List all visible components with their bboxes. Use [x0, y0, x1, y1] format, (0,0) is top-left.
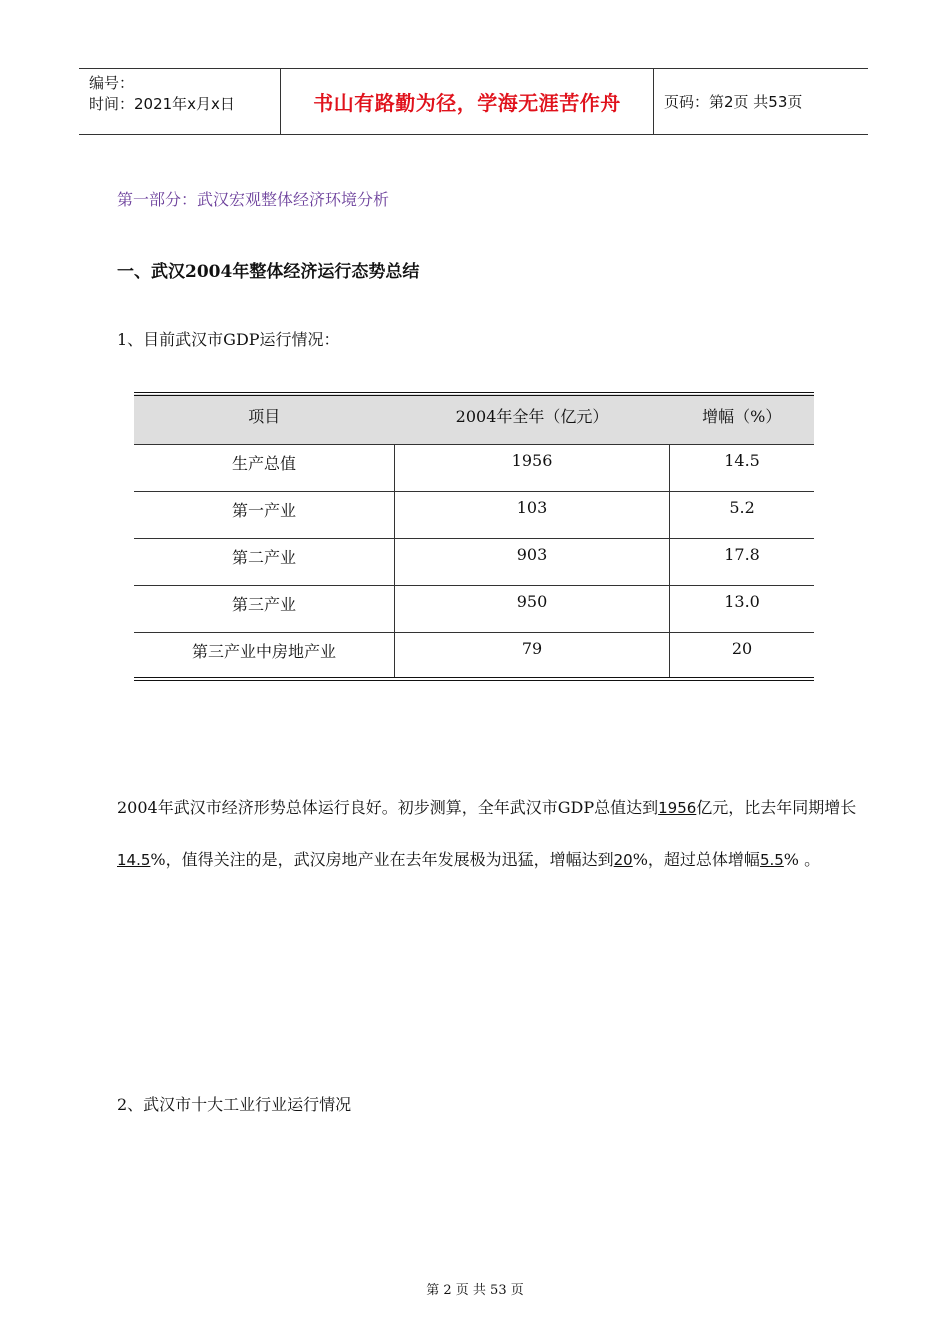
economy-paragraph	[117, 782, 862, 886]
table-row	[134, 491, 814, 538]
growth-excess-value: 5.5	[759, 851, 784, 869]
table-cell: 第三产业中房地产业	[191, 641, 336, 661]
page-header	[79, 68, 868, 135]
table-cell: 950	[394, 585, 669, 632]
section-title: 第一部分：武汉宏观整体经济环境分析	[117, 190, 390, 209]
table-row	[134, 585, 814, 632]
table-cell: 17.8	[670, 538, 814, 585]
header-motto: 书山有路勤为径，学海无涯苦作舟	[281, 69, 654, 134]
table-cell: 第二产业	[134, 538, 394, 585]
heading-industry-status: 2、武汉市十大工业行业运行情况	[117, 1095, 352, 1114]
paragraph-text: % 。	[783, 850, 821, 869]
table-cell: 第三产业	[134, 585, 394, 632]
gdp-growth-value: 14.5	[117, 851, 151, 869]
table-cell: 1956	[394, 444, 669, 491]
paragraph-text: %，超过总体增幅	[632, 850, 760, 869]
table-row	[134, 444, 814, 491]
paragraph-text: 2004年武汉市经济形势总体运行良好。初步测算，全年武汉市GDP总值达到	[117, 798, 659, 817]
header-page-code: 页码：第2页 共53页	[664, 93, 803, 111]
gdp-total-value: 1956	[658, 799, 697, 817]
table-header-growth: 增幅（%）	[670, 394, 814, 444]
paragraph-text: 亿元，比去年同期增长	[696, 798, 857, 817]
header-meta	[79, 69, 281, 134]
table-cell: 103	[394, 491, 669, 538]
table-header-value: 2004年全年（亿元）	[394, 394, 669, 444]
table-cell: 13.0	[670, 585, 814, 632]
real-estate-growth-value: 20	[613, 851, 633, 869]
table-header-row	[134, 394, 814, 444]
document-time-label: 时间：2021年x月x日	[89, 95, 235, 113]
document-number-label: 编号：	[89, 74, 135, 92]
heading-gdp-status: 1、目前武汉市GDP运行情况：	[117, 330, 340, 349]
table-row	[134, 632, 814, 679]
table-cell: 生产总值	[134, 444, 394, 491]
paragraph-text: %，值得关注的是，武汉房地产业在去年发展极为迅猛，增幅达到	[150, 850, 614, 869]
table-cell: 第一产业	[134, 491, 394, 538]
table-cell: 903	[394, 538, 669, 585]
table-cell: 79	[394, 632, 669, 679]
table-cell: 20	[670, 632, 814, 679]
table-row	[134, 538, 814, 585]
table-header-item: 项目	[134, 394, 394, 444]
table-cell: 14.5	[670, 444, 814, 491]
gdp-table	[134, 392, 814, 681]
heading-economy-summary: 一、武汉2004年整体经济运行态势总结	[117, 262, 420, 282]
table-cell: 5.2	[670, 491, 814, 538]
page-footer: 第 2 页 共 53 页	[426, 1283, 524, 1298]
